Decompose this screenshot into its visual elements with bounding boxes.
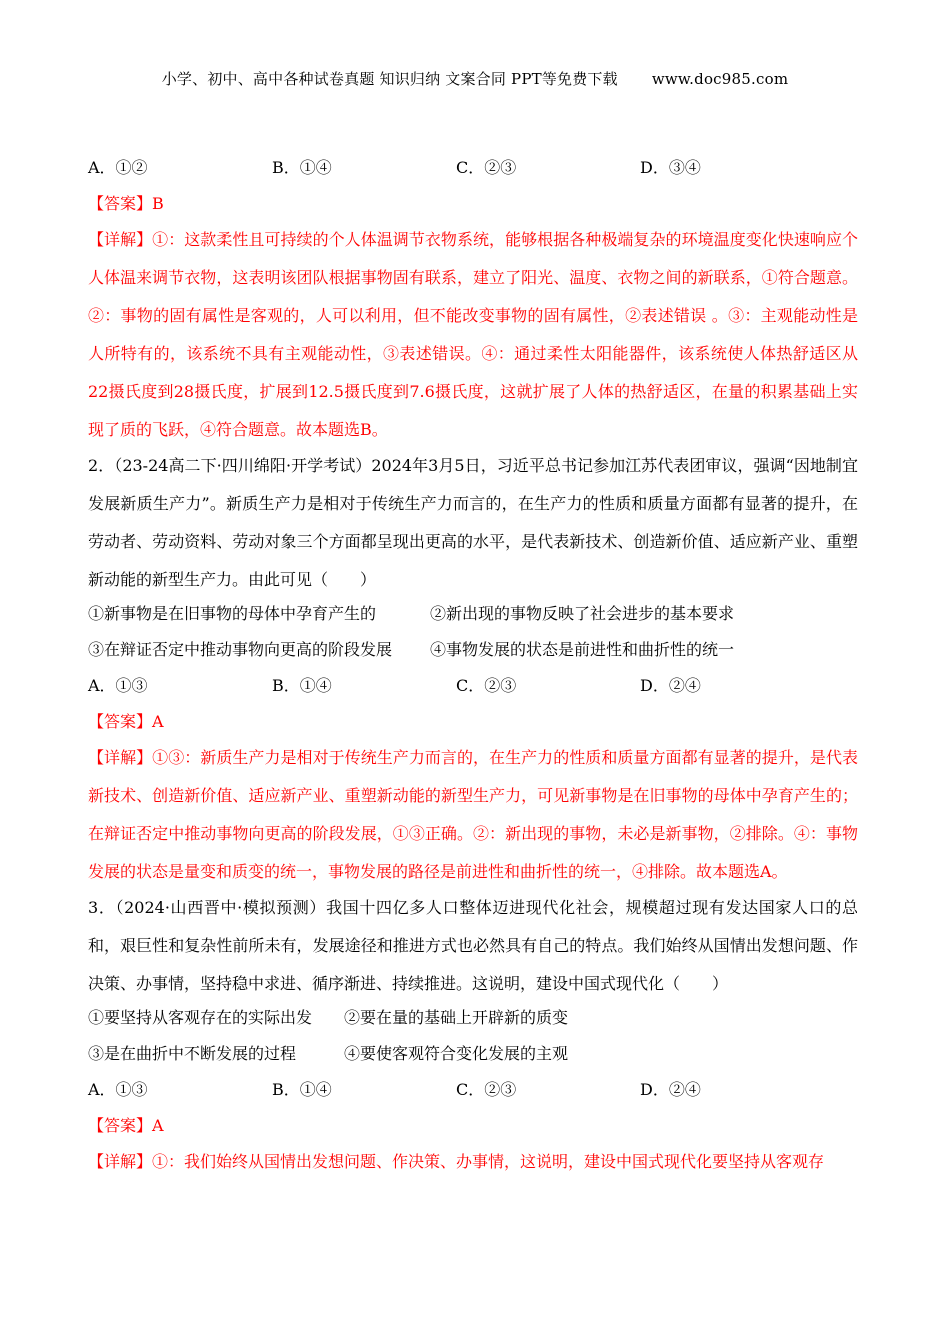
q3-choice-1: ①要坚持从客观存在的实际出发 (88, 1008, 313, 1027)
q2-choice-row-2 (88, 635, 858, 671)
q1-option-d: D．③④ (640, 158, 701, 177)
q2-option-b: B．①④ (272, 676, 332, 695)
q2-detail: 【详解】①③：新质生产力是相对于传统生产力而言的，在生产力的性质和质量方面都有显著的提升，是代表新技术、创造新价值、适应新产业、重塑新动能的新型生产力，可见新事物是在旧事物的母体中孕育产生的；在辩证否定中推动事物向更高的阶段发展，①③正确。②：新出现的事物，未必是新事物，②排除。④：事物发展的状态是量变和质变的统一，事物发展的路径是前进性和曲折性的统一，④排除。故本题选A。 (88, 748, 858, 881)
q2-options (88, 671, 858, 707)
q1-option-b: B．①④ (272, 158, 332, 177)
q3-detail: 【详解】①：我们始终从国情出发想问题、作决策、办事情，这说明，建设中国式现代化要坚持从客观存 (88, 1152, 825, 1171)
q3-option-b: B．①④ (272, 1080, 332, 1099)
header-site-link[interactable]: www.doc985.com (651, 70, 789, 88)
q1-answer: 【答案】B (88, 194, 164, 213)
q3-option-a: A．①③ (88, 1080, 148, 1099)
q2-choice-row-1 (88, 599, 858, 635)
q3-options (88, 1075, 858, 1111)
q1-options (88, 153, 858, 189)
q3-choice-2: ②要在量的基础上开辟新的质变 (344, 1008, 569, 1027)
q3-choice-3: ③是在曲折中不断发展的过程 (88, 1044, 297, 1063)
q2-choice-1: ①新事物是在旧事物的母体中孕育产生的 (88, 604, 377, 623)
q1-option-c: C．②③ (456, 158, 517, 177)
q3-choice-row-1 (88, 1003, 858, 1039)
q3-option-c: C．②③ (456, 1080, 517, 1099)
q2-answer: 【答案】A (88, 712, 164, 731)
page-header (0, 68, 950, 89)
q2-choice-2: ②新出现的事物反映了社会进步的基本要求 (430, 604, 735, 623)
q3-answer: 【答案】A (88, 1116, 164, 1135)
q1-detail: 【详解】①：这款柔性且可持续的个人体温调节衣物系统，能够根据各种极端复杂的环境温度变化快速响应个人体温来调节衣物，这表明该团队根据事物固有联系，建立了阳光、温度、衣物之间的新联系，①符合题意。②：事物的固有属性是客观的，人可以利用，但不能改变事物的固有属性，②表述错误 。③：主观能动性是人所特有的，该系统不具有主观能动性，③表述错误。④：通过柔性太阳能器件，该系统使人体热舒适区从22摄氏度到28摄氏度，扩展到12.5摄氏度到7.6摄氏度，这就扩展了人体的热舒适区，在量的积累基础上实现了质的飞跃，④符合题意。故本题选B。 (88, 230, 858, 439)
q3-stem: 3．（2024·山西晋中·模拟预测）我国十四亿多人口整体迈进现代化社会，规模超过现有发达国家人口的总和，艰巨性和复杂性前所未有，发展途径和推进方式也必然具有自己的特点。我们始终从国情出发想问题、作决策、办事情，坚持稳中求进、循序渐进、持续推进。这说明，建设中国式现代化（ ） (88, 898, 858, 993)
q3-choice-4: ④要使客观符合变化发展的主观 (344, 1044, 569, 1063)
q2-option-c: C．②③ (456, 676, 517, 695)
q2-choice-3: ③在辩证否定中推动事物向更高的阶段发展 (88, 640, 393, 659)
q2-option-a: A．①③ (88, 676, 148, 695)
document-body (88, 153, 858, 1181)
q1-option-a: A．①② (88, 158, 148, 177)
q2-option-d: D．②④ (640, 676, 701, 695)
q3-choice-row-2 (88, 1039, 858, 1075)
q3-option-d: D．②④ (640, 1080, 701, 1099)
q2-stem: 2．（23-24高二下·四川绵阳·开学考试）2024年3月5日，习近平总书记参加江苏代表团审议，强调“因地制宜发展新质生产力”。新质生产力是相对于传统生产力而言的，在生产力的性质和质量方面都有显著的提升，在劳动者、劳动资料、劳动对象三个方面都呈现出更高的水平，是代表新技术、创造新价值、适应新产业、重塑新动能的新型生产力。由此可见（ ） (88, 456, 858, 589)
header-text: 小学、初中、高中各种试卷真题 知识归纳 文案合同 PPT等免费下载 (161, 70, 618, 88)
q2-choice-4: ④事物发展的状态是前进性和曲折性的统一 (430, 640, 735, 659)
